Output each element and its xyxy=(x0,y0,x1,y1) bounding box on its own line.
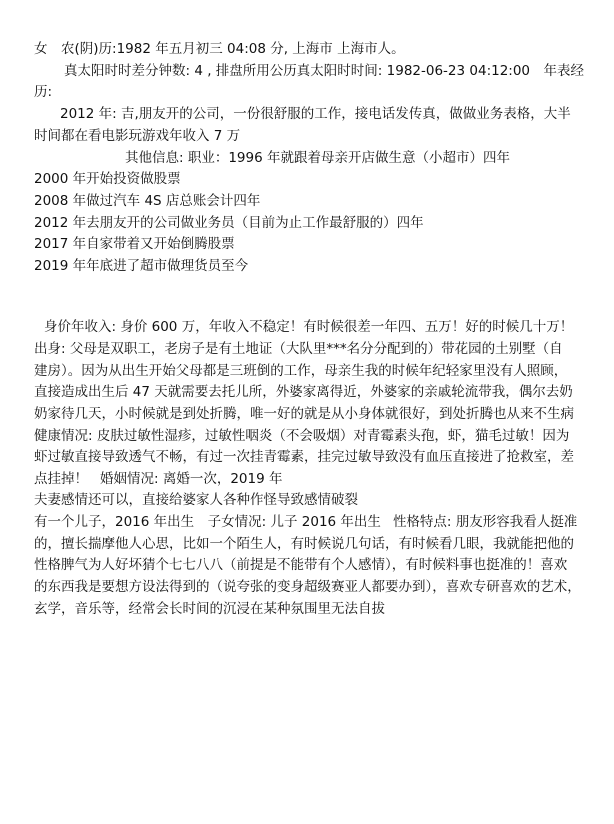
solar-time-line-cont: 历: xyxy=(34,84,53,100)
health-line: 健康情况: 皮肤过敏性湿疹，过敏性咽炎（不会吸烟）对青霉素头孢，虾，猫毛过敏！因为 xyxy=(34,428,570,444)
personality-line: 的，擅长揣摩他人心思，比如一个陌生人，有时候说几句话，有时候看几眼，我就能把他的 xyxy=(34,536,574,552)
health-line-end: 点挂掉！ xyxy=(34,471,88,487)
timeline-2012-line2: 时间都在看电影玩游戏年收入 7 万 xyxy=(34,128,241,144)
timeline-item: 2012 年去朋友开的公司做业务员（目前为止工作最舒服的）四年 xyxy=(34,215,424,231)
timeline-2012-line1: 2012 年: 吉,朋友开的公司，一份很舒服的工作，接电话发传真，做做业务表格，大半 xyxy=(60,106,571,122)
personality-line: 玄学，音乐等，经常会长时间的沉浸在某种氛围里无法自拔 xyxy=(34,601,385,617)
personality-line: 性格脾气为人好坏猜个七七八八（前提是不能带有个人感情），有时候料事也挺准的！喜欢 xyxy=(34,557,568,573)
solar-time-line: 真太阳时时差分钟数: 4 , 排盘所用公历真太阳时时间: 1982-06-23 04:12:00 年表经 xyxy=(64,63,585,79)
timeline-item: 2019 年年底进了超市做理货员至今 xyxy=(34,258,249,274)
health-line: 虾过敏直接导致透气不畅，有过一次挂青霉素，挂完过敏导致没有血压直接进了抢救室，差 xyxy=(34,449,574,465)
children-line xyxy=(34,511,577,533)
marriage-note: 夫妻感情还可以，直接给婆家人各种作怪导致感情破裂 xyxy=(34,492,358,508)
personality-label: 性格特点: 朋友形容我看人挺准 xyxy=(392,514,578,530)
children-info: 有一个儿子，2016 年出生 子女情况: 儿子 2016 年出生 xyxy=(34,514,381,530)
background-line: 出身: 父母是双职工，老房子是有土地证（大队里***名分分配到的）带花园的土别墅（自 xyxy=(34,341,563,357)
background-line: 建房）。因为从出生开始父母都是三班倒的工作，母亲生我的时候年纪轻家里没有人照顾， xyxy=(34,363,568,379)
health-marriage-line xyxy=(34,468,283,490)
birth-info-line: 女 农(阴)历:1982 年五月初三 04:08 分, 上海市 上海市人。 xyxy=(34,41,405,57)
marriage-status: 婚姻情况: 离婚一次，2019 年 xyxy=(100,471,283,487)
income-line: 身价年收入: 身价 600 万，年收入不稳定！有时候很差一年四、五万！好的时候几十万！ xyxy=(44,319,574,335)
timeline-item: 2017 年自家带着又开始倒腾股票 xyxy=(34,236,235,252)
other-info-line: 其他信息: 职业：1996 年就跟着母亲开店做生意（小超市）四年 xyxy=(125,150,510,166)
background-line: 奶家待几天，小时候就是到处折腾，唯一好的就是从小身体就很好，到处折腾也从来不生病 xyxy=(34,406,574,422)
timeline-item: 2008 年做过汽车 4S 店总账会计四年 xyxy=(34,193,261,209)
personality-line: 的东西我是要想方设法得到的（说夸张的变身超级赛亚人都要办到），喜欢专研喜欢的艺术， xyxy=(34,579,581,595)
background-line: 直接造成出生后 47 天就需要去托儿所，外婆家离得近，外婆家的亲戚轮流带我，偶尔去奶 xyxy=(34,384,573,400)
timeline-item: 2000 年开始投资做股票 xyxy=(34,171,181,187)
